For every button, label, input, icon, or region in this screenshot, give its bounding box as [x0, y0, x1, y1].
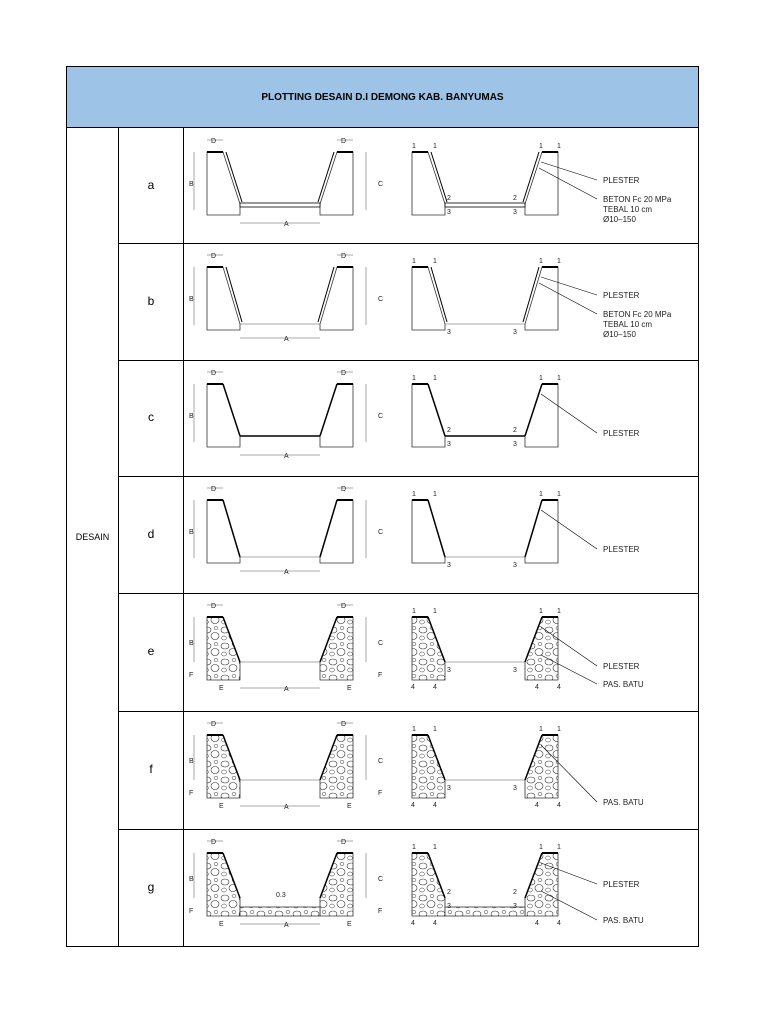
point-1: 1	[433, 375, 437, 382]
point-4: 4	[411, 920, 415, 927]
point-2: 2	[513, 195, 517, 202]
point-1: 1	[412, 608, 416, 615]
row-divider	[119, 243, 698, 244]
left-wall	[207, 500, 240, 563]
point-1: 1	[557, 143, 561, 150]
section-left-a	[207, 152, 353, 215]
label-plester: PLESTER	[603, 545, 640, 554]
right-wall	[320, 384, 353, 447]
label-beton-fc-20-mpa: BETON Fc 20 MPa	[603, 195, 672, 204]
dim-label-d-left: D	[211, 721, 217, 728]
floor-stone	[240, 907, 320, 916]
label--10-150: Ø10–150	[603, 330, 636, 339]
letter-column	[119, 128, 184, 946]
dim-label-b: B	[189, 413, 194, 420]
point-1: 1	[539, 608, 543, 615]
cross-section-c	[184, 360, 698, 476]
label-pas-batu: PAS. BATU	[603, 680, 644, 689]
dim-label-c: C	[378, 181, 384, 188]
dim-label-d-left: D	[211, 603, 217, 610]
dim-label-b: B	[189, 181, 194, 188]
dim-label-f: F	[189, 790, 194, 797]
section-left-e	[207, 617, 353, 680]
point-3: 3	[513, 329, 517, 336]
section-left-b	[207, 267, 353, 330]
dim-label-c: C	[378, 413, 384, 420]
row-letter-b: b	[147, 293, 155, 308]
point-1: 1	[539, 375, 543, 382]
point-1: 1	[433, 608, 437, 615]
point-3: 3	[447, 667, 451, 674]
point-1: 1	[433, 258, 437, 265]
cross-section-svg-e	[184, 593, 698, 711]
cross-section-svg-b	[184, 243, 698, 360]
section-right-d	[412, 500, 558, 563]
dim-label-a: A	[284, 569, 289, 576]
row-letter-e: e	[147, 644, 155, 658]
dim-label-thickness: 0.3	[276, 892, 286, 899]
point-3: 3	[447, 562, 451, 569]
row-divider	[119, 593, 698, 594]
row-letter-f: f	[149, 762, 153, 776]
label-pas-batu: PAS. BATU	[603, 916, 644, 925]
left-wall	[207, 152, 240, 215]
dim-label-e-right: E	[347, 921, 352, 928]
row-divider	[119, 360, 698, 361]
point-4: 4	[535, 684, 539, 691]
dim-label-a: A	[284, 686, 289, 693]
right-wall	[525, 152, 558, 215]
section-right-e	[412, 617, 558, 680]
point-1: 1	[412, 726, 416, 733]
point-1: 1	[539, 491, 543, 498]
point-2: 2	[447, 427, 451, 434]
cross-section-svg-g	[184, 829, 698, 946]
dim-label-d-right: D	[341, 138, 347, 145]
dim-label-d-left: D	[211, 138, 217, 145]
dim-label-d-left: D	[211, 370, 217, 377]
row-letter-a: a	[147, 177, 155, 192]
cross-section-b	[184, 243, 698, 360]
point-2: 2	[447, 889, 451, 896]
label-plester: PLESTER	[603, 880, 640, 889]
label--10-150: Ø10–150	[603, 215, 636, 224]
point-1: 1	[412, 491, 416, 498]
dim-label-d-left: D	[211, 839, 217, 846]
point-3: 3	[447, 329, 451, 336]
cross-section-a	[184, 128, 698, 243]
section-left-f	[207, 735, 353, 798]
floor-lining	[445, 203, 525, 207]
label-pas-batu: PAS. BATU	[603, 798, 644, 807]
dim-label-d-right: D	[341, 603, 347, 610]
cross-section-svg-a	[184, 128, 698, 243]
point-3: 3	[513, 441, 517, 448]
dim-label-f: F	[189, 672, 194, 679]
point-4: 4	[411, 684, 415, 691]
point-4: 4	[433, 920, 437, 927]
section-right-a	[412, 152, 558, 215]
dim-label-e-left: E	[219, 921, 224, 928]
point-1: 1	[412, 375, 416, 382]
left-wall	[207, 384, 240, 447]
point-1: 1	[412, 258, 416, 265]
cross-section-svg-c	[184, 360, 698, 476]
label-beton-fc-20-mpa: BETON Fc 20 MPa	[603, 310, 672, 319]
section-right-c	[412, 384, 558, 447]
point-1: 1	[433, 844, 437, 851]
dim-label-a: A	[284, 453, 289, 460]
point-1: 1	[433, 491, 437, 498]
row-letter-c: c	[148, 410, 154, 424]
row-divider	[119, 829, 698, 830]
dim-label-b: B	[189, 758, 194, 765]
dim-label-e-left: E	[219, 803, 224, 810]
material-labels-b	[539, 277, 672, 339]
dim-label-f-right: F	[378, 908, 383, 915]
dim-label-d-right: D	[341, 370, 347, 377]
point-3: 3	[513, 785, 517, 792]
left-wall	[412, 500, 445, 563]
point-1: 1	[412, 844, 416, 851]
floor-lining	[240, 203, 320, 207]
dim-label-d-left: D	[211, 253, 217, 260]
point-1: 1	[539, 258, 543, 265]
dim-label-b: B	[189, 640, 194, 647]
row-divider	[119, 476, 698, 477]
dim-label-e-right: E	[347, 803, 352, 810]
material-labels-a	[539, 162, 672, 224]
point-4: 4	[535, 802, 539, 809]
point-2: 2	[513, 889, 517, 896]
point-2: 2	[447, 195, 451, 202]
cross-section-g	[184, 829, 698, 946]
label-plester: PLESTER	[603, 662, 640, 671]
cross-section-svg-f	[184, 711, 698, 829]
left-wall	[412, 152, 445, 215]
cross-section-e	[184, 593, 698, 711]
point-4: 4	[557, 920, 561, 927]
page-title: PLOTTING DESAIN D.I DEMONG KAB. BANYUMAS	[67, 67, 698, 128]
sheet	[66, 66, 699, 947]
dim-label-d-right: D	[341, 486, 347, 493]
point-4: 4	[433, 802, 437, 809]
point-3: 3	[513, 209, 517, 216]
point-3: 3	[447, 441, 451, 448]
section-right-b	[412, 267, 558, 330]
point-3: 3	[513, 562, 517, 569]
point-1: 1	[433, 726, 437, 733]
right-wall	[320, 500, 353, 563]
dim-label-d-right: D	[341, 253, 347, 260]
dim-label-c: C	[378, 876, 384, 883]
point-2: 2	[513, 427, 517, 434]
dim-label-a: A	[284, 336, 289, 343]
point-1: 1	[557, 491, 561, 498]
dim-label-d-right: D	[341, 839, 347, 846]
section-label	[67, 128, 119, 946]
section-right-f	[412, 735, 558, 798]
label-plester: PLESTER	[603, 176, 640, 185]
dim-label-b: B	[189, 296, 194, 303]
section-label-text: DESAIN	[75, 532, 110, 542]
row-letter-g: g	[147, 879, 155, 894]
point-1: 1	[539, 844, 543, 851]
dim-label-e-right: E	[347, 685, 352, 692]
dim-label-a: A	[284, 922, 289, 929]
dim-label-a: A	[284, 221, 289, 228]
dim-label-f-right: F	[378, 672, 383, 679]
point-4: 4	[557, 802, 561, 809]
label-plester: PLESTER	[603, 291, 640, 300]
point-4: 4	[433, 684, 437, 691]
section-left-c	[207, 384, 353, 447]
right-wall	[320, 152, 353, 215]
section-left-g	[207, 853, 353, 916]
point-1: 1	[557, 608, 561, 615]
point-1: 1	[539, 143, 543, 150]
dim-label-c: C	[378, 296, 384, 303]
dim-label-f: F	[189, 908, 194, 915]
point-1: 1	[557, 258, 561, 265]
dim-label-c: C	[378, 640, 384, 647]
dim-label-f-right: F	[378, 790, 383, 797]
cross-section-f	[184, 711, 698, 829]
dim-label-b: B	[189, 876, 194, 883]
point-3: 3	[447, 209, 451, 216]
dim-label-d-left: D	[211, 486, 217, 493]
row-letter-d: d	[147, 526, 155, 541]
left-wall	[412, 384, 445, 447]
point-1: 1	[557, 844, 561, 851]
label-plester: PLESTER	[603, 429, 640, 438]
label-tebal-10-cm: TEBAL 10 cm	[603, 320, 653, 329]
right-wall	[525, 500, 558, 563]
point-1: 1	[539, 726, 543, 733]
point-4: 4	[411, 802, 415, 809]
dim-label-c: C	[378, 758, 384, 765]
dim-label-c: C	[378, 529, 384, 536]
cross-section-d	[184, 476, 698, 593]
section-right-g	[412, 853, 558, 916]
point-1: 1	[557, 375, 561, 382]
drawing-area	[184, 128, 698, 946]
dim-label-d-right: D	[341, 721, 347, 728]
section-left-d	[207, 500, 353, 563]
point-1: 1	[557, 726, 561, 733]
point-4: 4	[535, 920, 539, 927]
right-wall	[525, 384, 558, 447]
point-3: 3	[513, 903, 517, 910]
point-1: 1	[412, 143, 416, 150]
label-tebal-10-cm: TEBAL 10 cm	[603, 205, 653, 214]
cross-section-svg-d	[184, 476, 698, 593]
point-3: 3	[447, 785, 451, 792]
row-divider	[119, 711, 698, 712]
point-3: 3	[447, 903, 451, 910]
point-3: 3	[513, 667, 517, 674]
dim-label-e-left: E	[219, 685, 224, 692]
dim-label-b: B	[189, 529, 194, 536]
dim-label-a: A	[284, 804, 289, 811]
point-1: 1	[433, 143, 437, 150]
point-4: 4	[557, 684, 561, 691]
